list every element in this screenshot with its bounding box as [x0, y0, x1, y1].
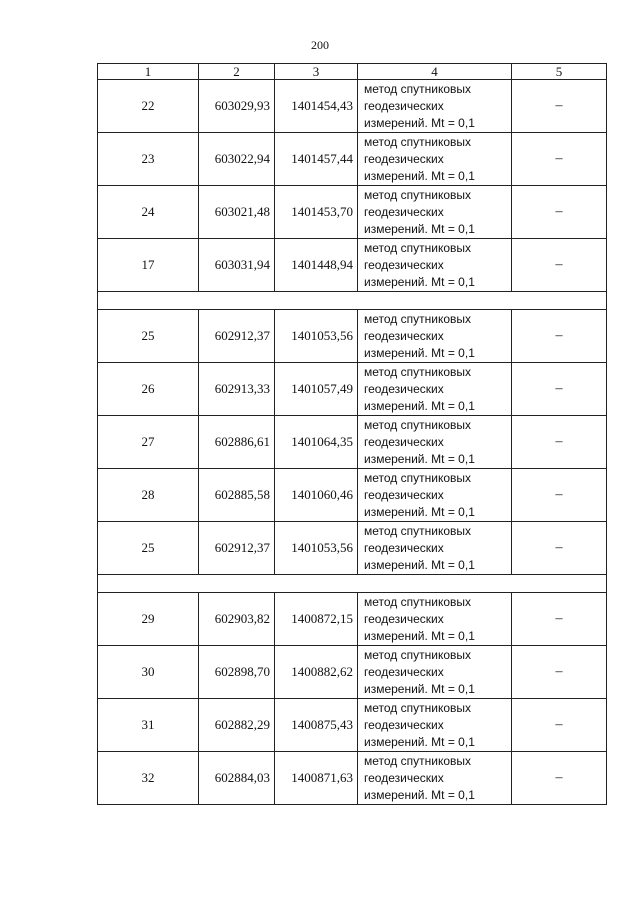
y-coordinate-cell: 1400882,62	[275, 646, 358, 699]
method-line: метод спутниковых	[364, 753, 472, 768]
table-row	[98, 133, 607, 186]
column-header: 1	[98, 64, 199, 80]
y-coordinate-cell: 1401064,35	[275, 416, 358, 469]
method-line: метод спутниковых	[364, 470, 472, 485]
method-line: метод спутниковых	[364, 240, 472, 255]
point-number-cell: 32	[98, 752, 199, 805]
method-cell	[358, 752, 512, 805]
y-coordinate-cell: 1401448,94	[275, 239, 358, 292]
method-line: геодезических	[364, 540, 444, 555]
note-cell: –	[512, 310, 607, 363]
column-header: 3	[275, 64, 358, 80]
separator-cell	[98, 575, 607, 593]
method-line: метод спутниковых	[364, 647, 472, 662]
method-cell	[358, 646, 512, 699]
point-number-cell: 28	[98, 469, 199, 522]
coordinates-table	[97, 63, 607, 805]
y-coordinate-cell: 1400875,43	[275, 699, 358, 752]
method-cell	[358, 310, 512, 363]
x-coordinate-cell: 603021,48	[199, 186, 275, 239]
table-row	[98, 593, 607, 646]
y-coordinate-cell: 1401457,44	[275, 133, 358, 186]
y-coordinate-cell: 1401053,56	[275, 310, 358, 363]
point-number-cell: 22	[98, 80, 199, 133]
note-cell: –	[512, 239, 607, 292]
table-row	[98, 80, 607, 133]
point-number-cell: 30	[98, 646, 199, 699]
y-coordinate-cell: 1401454,43	[275, 80, 358, 133]
table-row	[98, 239, 607, 292]
x-coordinate-cell: 603022,94	[199, 133, 275, 186]
note-cell: –	[512, 752, 607, 805]
point-number-cell: 25	[98, 310, 199, 363]
method-line: геодезических	[364, 434, 444, 449]
method-line: метод спутниковых	[364, 134, 472, 149]
table-row	[98, 469, 607, 522]
method-line: геодезических	[364, 717, 444, 732]
method-line: метод спутниковых	[364, 81, 472, 96]
y-coordinate-cell: 1401060,46	[275, 469, 358, 522]
y-coordinate-cell: 1400871,63	[275, 752, 358, 805]
method-line: геодезических	[364, 328, 444, 343]
method-line: геодезических	[364, 98, 444, 113]
table-row	[98, 363, 607, 416]
separator-cell	[98, 292, 607, 310]
page-number: 200	[311, 38, 329, 52]
x-coordinate-cell: 602885,58	[199, 469, 275, 522]
point-number-cell: 23	[98, 133, 199, 186]
point-number-cell: 17	[98, 239, 199, 292]
table-row	[98, 186, 607, 239]
method-line: метод спутниковых	[364, 311, 472, 326]
method-line: измерений. Mt = 0,1	[364, 734, 475, 749]
method-line: геодезических	[364, 487, 444, 502]
note-cell: –	[512, 363, 607, 416]
method-line: геодезических	[364, 664, 444, 679]
point-number-cell: 26	[98, 363, 199, 416]
method-line: метод спутниковых	[364, 523, 472, 538]
method-line: измерений. Mt = 0,1	[364, 398, 475, 413]
method-cell	[358, 133, 512, 186]
column-header: 4	[358, 64, 512, 80]
method-line: геодезических	[364, 381, 444, 396]
column-header: 2	[199, 64, 275, 80]
table-row	[98, 752, 607, 805]
method-cell	[358, 186, 512, 239]
point-number-cell: 24	[98, 186, 199, 239]
method-cell	[358, 522, 512, 575]
method-line: измерений. Mt = 0,1	[364, 451, 475, 466]
x-coordinate-cell: 602882,29	[199, 699, 275, 752]
note-cell: –	[512, 80, 607, 133]
table-row	[98, 522, 607, 575]
table-row	[98, 310, 607, 363]
method-cell	[358, 80, 512, 133]
method-line: измерений. Mt = 0,1	[364, 504, 475, 519]
method-line: метод спутниковых	[364, 417, 472, 432]
method-line: геодезических	[364, 257, 444, 272]
note-cell: –	[512, 469, 607, 522]
method-line: геодезических	[364, 611, 444, 626]
method-line: измерений. Mt = 0,1	[364, 557, 475, 572]
header-row	[98, 64, 607, 80]
method-cell	[358, 469, 512, 522]
x-coordinate-cell: 603031,94	[199, 239, 275, 292]
note-cell: –	[512, 593, 607, 646]
method-cell	[358, 416, 512, 469]
method-line: измерений. Mt = 0,1	[364, 345, 475, 360]
table-row	[98, 646, 607, 699]
table-row	[98, 699, 607, 752]
x-coordinate-cell: 602886,61	[199, 416, 275, 469]
method-line: метод спутниковых	[364, 364, 472, 379]
column-header: 5	[512, 64, 607, 80]
note-cell: –	[512, 522, 607, 575]
method-line: измерений. Mt = 0,1	[364, 787, 475, 802]
method-line: метод спутниковых	[364, 187, 472, 202]
method-line: метод спутниковых	[364, 594, 472, 609]
group-separator-row	[98, 292, 607, 310]
method-line: измерений. Mt = 0,1	[364, 221, 475, 236]
method-cell	[358, 239, 512, 292]
point-number-cell: 31	[98, 699, 199, 752]
table-row	[98, 416, 607, 469]
group-separator-row	[98, 575, 607, 593]
x-coordinate-cell: 602884,03	[199, 752, 275, 805]
method-line: геодезических	[364, 770, 444, 785]
method-line: измерений. Mt = 0,1	[364, 274, 475, 289]
point-number-cell: 25	[98, 522, 199, 575]
note-cell: –	[512, 416, 607, 469]
method-line: измерений. Mt = 0,1	[364, 628, 475, 643]
x-coordinate-cell: 602903,82	[199, 593, 275, 646]
method-cell	[358, 699, 512, 752]
y-coordinate-cell: 1401453,70	[275, 186, 358, 239]
y-coordinate-cell: 1400872,15	[275, 593, 358, 646]
method-line: измерений. Mt = 0,1	[364, 168, 475, 183]
method-line: метод спутниковых	[364, 700, 472, 715]
x-coordinate-cell: 602898,70	[199, 646, 275, 699]
method-cell	[358, 363, 512, 416]
note-cell: –	[512, 186, 607, 239]
x-coordinate-cell: 602912,37	[199, 310, 275, 363]
method-cell	[358, 593, 512, 646]
point-number-cell: 29	[98, 593, 199, 646]
note-cell: –	[512, 646, 607, 699]
x-coordinate-cell: 603029,93	[199, 80, 275, 133]
note-cell: –	[512, 699, 607, 752]
method-line: измерений. Mt = 0,1	[364, 115, 475, 130]
x-coordinate-cell: 602912,37	[199, 522, 275, 575]
method-line: измерений. Mt = 0,1	[364, 681, 475, 696]
method-line: геодезических	[364, 151, 444, 166]
point-number-cell: 27	[98, 416, 199, 469]
note-cell: –	[512, 133, 607, 186]
method-line: геодезических	[364, 204, 444, 219]
x-coordinate-cell: 602913,33	[199, 363, 275, 416]
y-coordinate-cell: 1401057,49	[275, 363, 358, 416]
y-coordinate-cell: 1401053,56	[275, 522, 358, 575]
